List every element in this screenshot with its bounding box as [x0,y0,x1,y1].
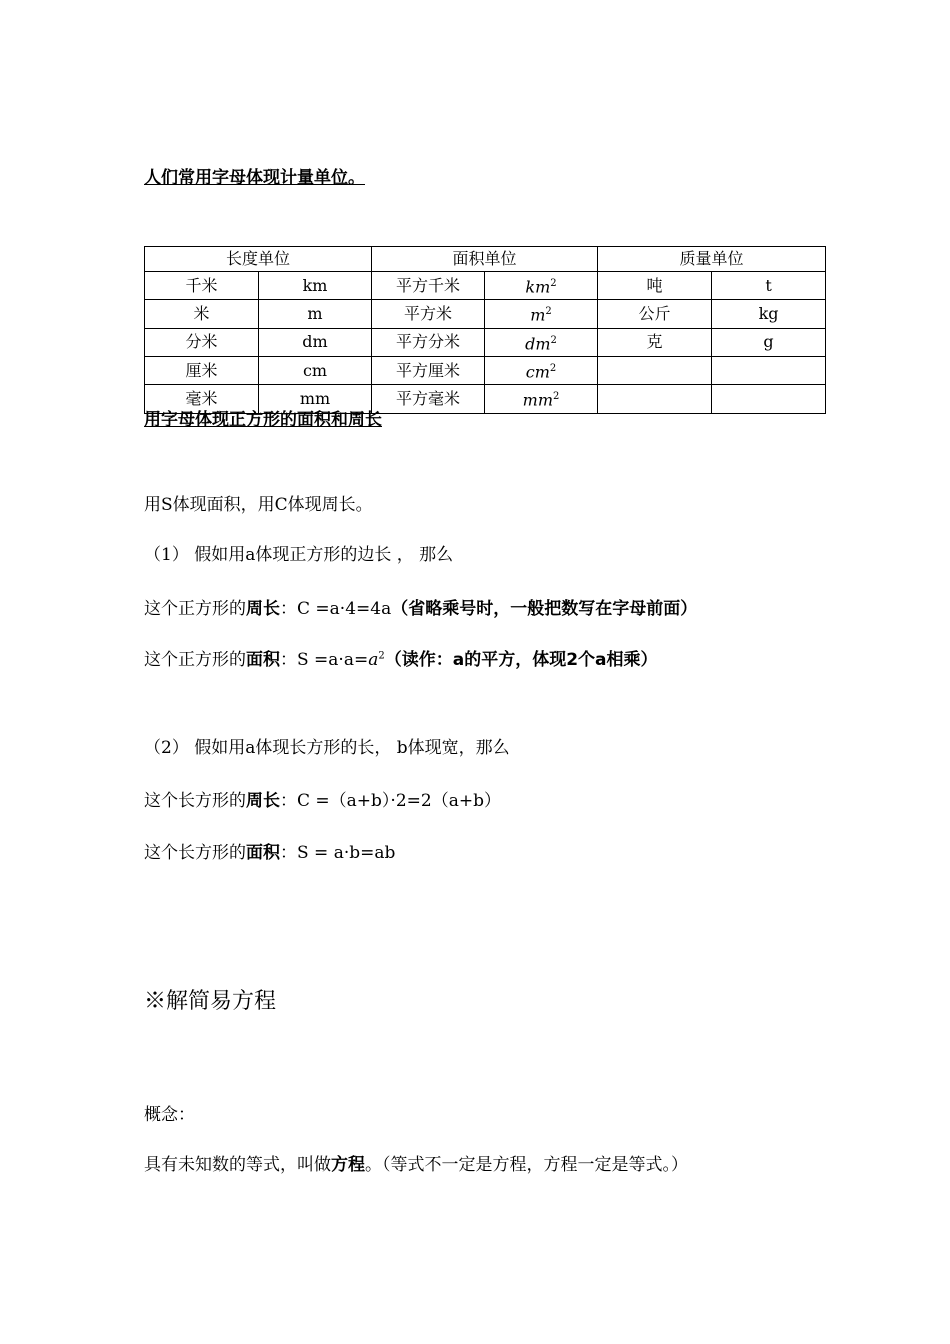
cell: m [259,300,372,328]
table-row [145,272,826,300]
cell: 厘米 [145,356,259,384]
cell [485,272,598,300]
case2-perimeter-line [144,786,501,811]
intro-line: 用S体现面积，用C体现周长。 [144,495,373,515]
cell: 吨 [598,272,712,300]
cell: 公斤 [598,300,712,328]
concept-label: 概念： [144,1105,195,1125]
cell-math: km [525,277,551,297]
formula: ：S = a·b=ab [280,843,396,863]
formula: ：C =（a+b）·2=2（a+b） [280,791,501,811]
cell: 千米 [145,272,259,300]
cell [598,356,712,384]
cell-exponent: 2 [553,391,560,403]
heading-square-formulas: 用字母体现正方形的面积和周长 [144,410,382,430]
case2-area-line [144,838,395,863]
bold-term: 面积 [246,843,280,863]
case1-premise: （1） 假如用a体现正方形的边长 ， 那么 [144,545,454,565]
cell: dm [259,328,372,356]
cell-math: dm [525,333,551,353]
cell-math: m [530,305,546,325]
bold-term: 周长 [246,791,280,811]
cell: 分米 [145,328,259,356]
cell: km [259,272,372,300]
text: 这个正方形的 [144,650,246,670]
cell [485,385,598,413]
header-area: 面积单位 [372,247,598,272]
table-header-row [145,247,826,272]
units-table [144,246,826,414]
header-mass: 质量单位 [598,247,826,272]
formula-variable: a [368,650,379,670]
cell: 平方分米 [372,328,485,356]
note: （省略乘号时，一般把数写在字母前面） [391,599,698,619]
cell-math: mm [522,390,553,410]
definition-line [144,1150,688,1175]
cell: t [712,272,826,300]
table-row [145,328,826,356]
formula: ：C =a·4=4a [280,599,392,619]
cell-math: cm [525,362,550,382]
cell-exponent: 2 [545,306,552,318]
table-row [145,356,826,384]
formula: ：S =a·a= [280,650,369,670]
bold-term: 周长 [246,599,280,619]
cell: 毫米 [145,385,259,413]
cell [712,385,826,413]
cell [485,300,598,328]
cell: cm [259,356,372,384]
cell [598,385,712,413]
case1-area-line [144,645,658,670]
cell: mm [259,385,372,413]
cell-exponent: 2 [550,278,557,289]
cell: 米 [145,300,259,328]
note: （读作：a的平方，体现2个a相乘） [384,650,658,670]
case1-perimeter-line [144,594,697,619]
case2-premise: （2） 假如用a体现长方形的长， b体现宽，那么 [144,738,510,758]
cell [485,356,598,384]
section-title: ※解简易方程 [144,989,277,1014]
cell: g [712,328,826,356]
cell: 克 [598,328,712,356]
bold-term: 方程 [331,1155,365,1175]
text: 这个正方形的 [144,599,246,619]
cell: 平方毫米 [372,385,485,413]
cell: 平方米 [372,300,485,328]
text: 。（等式不一定是方程，方程一定是等式。） [365,1155,688,1175]
header-length: 长度单位 [145,247,372,272]
table-row [145,300,826,328]
heading-units: 人们常用字母体现计量单位。 [144,168,365,188]
cell: kg [712,300,826,328]
cell-exponent: 2 [550,334,557,346]
cell: 平方千米 [372,272,485,300]
bold-term: 面积 [246,650,280,670]
exponent: 2 [378,650,385,662]
cell [712,356,826,384]
cell-exponent: 2 [549,362,557,374]
text: 这个长方形的 [144,791,246,811]
text: 具有未知数的等式，叫做 [144,1155,331,1175]
text: 这个长方形的 [144,843,246,863]
cell [485,328,598,356]
cell: 平方厘米 [372,356,485,384]
